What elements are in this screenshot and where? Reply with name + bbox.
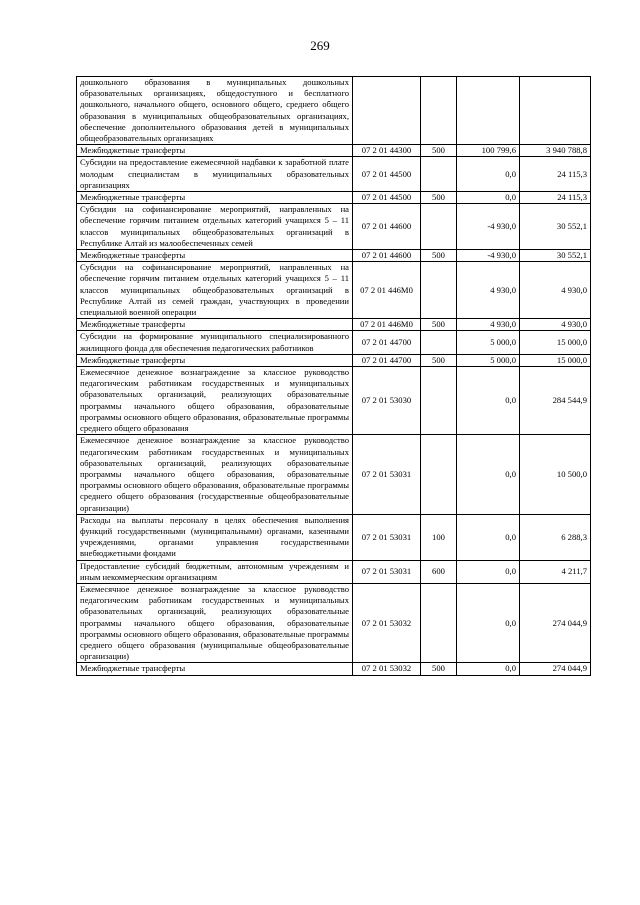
change-amount-cell: 0,0 (457, 192, 520, 204)
total-amount-cell (520, 77, 591, 145)
target-code-cell: 07 2 01 446М0 (353, 319, 421, 331)
expense-type-cell (421, 367, 457, 435)
table-row (77, 560, 591, 583)
target-code-cell: 07 2 01 44600 (353, 204, 421, 250)
expense-type-cell: 600 (421, 560, 457, 583)
target-code-cell: 07 2 01 44700 (353, 354, 421, 366)
expense-type-cell: 100 (421, 514, 457, 560)
total-amount-cell: 3 940 788,8 (520, 145, 591, 157)
table-row (77, 319, 591, 331)
row-name-cell: Субсидии на предоставление ежемесячной надбавки к заработной плате молодым специалистам в муниципальных образовательных организациях (77, 157, 353, 192)
change-amount-cell: 0,0 (457, 157, 520, 192)
total-amount-cell: 10 500,0 (520, 435, 591, 514)
change-amount-cell: 4 930,0 (457, 319, 520, 331)
expense-type-cell (421, 435, 457, 514)
expense-type-cell: 500 (421, 354, 457, 366)
total-amount-cell: 15 000,0 (520, 354, 591, 366)
target-code-cell: 07 2 01 44600 (353, 250, 421, 262)
table-row (77, 77, 591, 145)
change-amount-cell: 0,0 (457, 435, 520, 514)
expense-type-cell: 500 (421, 663, 457, 675)
table-row (77, 663, 591, 675)
table-row (77, 514, 591, 560)
expense-type-cell (421, 262, 457, 319)
change-amount-cell: 100 799,6 (457, 145, 520, 157)
target-code-cell: 07 2 01 53031 (353, 435, 421, 514)
row-name-cell: Межбюджетные трансферты (77, 354, 353, 366)
target-code-cell: 07 2 01 53032 (353, 583, 421, 662)
table-row (77, 367, 591, 435)
row-name-cell: Ежемесячное денежное вознаграждение за классное руководство педагогическим работникам государственных и муниципальных образовательных организаций, реализующих образовательные программы начального общего образования, образовательные программы основного общего образования, образовательные программы среднего общего образования (муниципальные общеобразовательные организации) (77, 583, 353, 662)
total-amount-cell: 274 044,9 (520, 663, 591, 675)
change-amount-cell: 4 930,0 (457, 262, 520, 319)
table-row (77, 583, 591, 662)
change-amount-cell: -4 930,0 (457, 250, 520, 262)
expense-type-cell (421, 204, 457, 250)
table-row (77, 331, 591, 354)
budget-table-body (77, 77, 591, 676)
table-row (77, 204, 591, 250)
table-row (77, 157, 591, 192)
change-amount-cell: 0,0 (457, 514, 520, 560)
table-row (77, 354, 591, 366)
expense-type-cell (421, 157, 457, 192)
row-name-cell: Расходы на выплаты персоналу в целях обеспечения выполнения функций государственными (муниципальными) органами, казенными учреждениями, органами управления государственными внебюджетными фондами (77, 514, 353, 560)
row-name-cell: Ежемесячное денежное вознаграждение за классное руководство педагогическим работникам государственных и муниципальных образовательных организаций, реализующих образовательные программы начального общего образования, образовательные программы основного общего образования, образовательные программы среднего общего образования (77, 367, 353, 435)
budget-table (76, 76, 591, 676)
expense-type-cell: 500 (421, 192, 457, 204)
expense-type-cell (421, 331, 457, 354)
change-amount-cell: 0,0 (457, 663, 520, 675)
table-row (77, 262, 591, 319)
row-name-cell: Межбюджетные трансферты (77, 250, 353, 262)
row-name-cell: Субсидии на софинансирование мероприятий, направленных на обеспечение горячим питанием отдельных категорий учащихся 5 – 11 классов муниципальных общеобразовательных организаций в Республике Алтай из малообеспеченных семей (77, 204, 353, 250)
total-amount-cell: 24 115,3 (520, 157, 591, 192)
change-amount-cell: -4 930,0 (457, 204, 520, 250)
total-amount-cell: 30 552,1 (520, 250, 591, 262)
row-name-cell: дошкольного образования в муниципальных дошкольных образовательных организациях, общедоступного и бесплатного дошкольного, начального общего, основного общего, среднего общего образования в муниципальных общеобразовательных организациях, обеспечение дополнительного образования детей в муниципальных общеобразовательных организациях (77, 77, 353, 145)
row-name-cell: Субсидии на софинансирование мероприятий, направленных на обеспечение горячим питанием отдельных категорий учащихся 5 – 11 классов муниципальных общеобразовательных организаций в Республике Алтай из семей граждан, участвующих в проведении специальной военной операции (77, 262, 353, 319)
total-amount-cell: 15 000,0 (520, 331, 591, 354)
total-amount-cell: 4 211,7 (520, 560, 591, 583)
target-code-cell: 07 2 01 44300 (353, 145, 421, 157)
target-code-cell: 07 2 01 44500 (353, 157, 421, 192)
table-row (77, 192, 591, 204)
change-amount-cell: 5 000,0 (457, 354, 520, 366)
total-amount-cell: 6 288,3 (520, 514, 591, 560)
row-name-cell: Межбюджетные трансферты (77, 319, 353, 331)
table-row (77, 145, 591, 157)
total-amount-cell: 30 552,1 (520, 204, 591, 250)
change-amount-cell: 0,0 (457, 560, 520, 583)
row-name-cell: Межбюджетные трансферты (77, 145, 353, 157)
total-amount-cell: 4 930,0 (520, 319, 591, 331)
target-code-cell: 07 2 01 53030 (353, 367, 421, 435)
expense-type-cell: 500 (421, 250, 457, 262)
total-amount-cell: 284 544,9 (520, 367, 591, 435)
table-row (77, 435, 591, 514)
row-name-cell: Межбюджетные трансферты (77, 192, 353, 204)
expense-type-cell: 500 (421, 319, 457, 331)
expense-type-cell: 500 (421, 145, 457, 157)
total-amount-cell: 4 930,0 (520, 262, 591, 319)
change-amount-cell: 0,0 (457, 367, 520, 435)
row-name-cell: Предоставление субсидий бюджетным, автономным учреждениям и иным некоммерческим организациям (77, 560, 353, 583)
target-code-cell: 07 2 01 44700 (353, 331, 421, 354)
total-amount-cell: 274 044,9 (520, 583, 591, 662)
page-number: 269 (310, 38, 330, 53)
target-code-cell (353, 77, 421, 145)
row-name-cell: Субсидии на формирование муниципального специализированного жилищного фонда для обеспечения педагогических работников (77, 331, 353, 354)
expense-type-cell (421, 77, 457, 145)
target-code-cell: 07 2 01 53031 (353, 514, 421, 560)
total-amount-cell: 24 115,3 (520, 192, 591, 204)
target-code-cell: 07 2 01 446М0 (353, 262, 421, 319)
target-code-cell: 07 2 01 53032 (353, 663, 421, 675)
change-amount-cell (457, 77, 520, 145)
row-name-cell: Межбюджетные трансферты (77, 663, 353, 675)
change-amount-cell: 5 000,0 (457, 331, 520, 354)
row-name-cell: Ежемесячное денежное вознаграждение за классное руководство педагогическим работникам государственных и муниципальных образовательных организаций, реализующих образовательные программы начального общего образования, образовательные программы основного общего образования, образовательные программы среднего общего образования (государственные общеобразовательные организации) (77, 435, 353, 514)
target-code-cell: 07 2 01 53031 (353, 560, 421, 583)
change-amount-cell: 0,0 (457, 583, 520, 662)
target-code-cell: 07 2 01 44500 (353, 192, 421, 204)
table-row (77, 250, 591, 262)
expense-type-cell (421, 583, 457, 662)
